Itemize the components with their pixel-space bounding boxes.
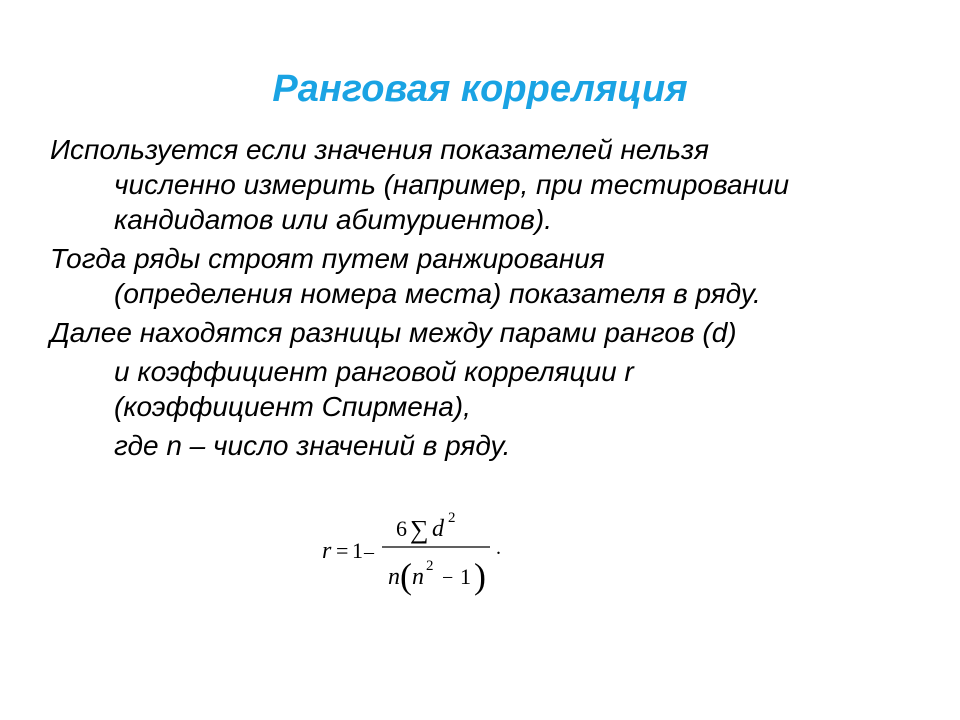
spearman-formula	[318, 498, 518, 608]
paren-open: (	[400, 556, 412, 596]
formula-denominator-one: 1	[460, 564, 471, 589]
formula-d-exp: 2	[448, 510, 456, 526]
text-line: Используется если значения показателей нельзя	[50, 134, 709, 165]
formula-svg	[318, 498, 518, 608]
paragraph-usage	[50, 132, 930, 237]
text-line: кандидатов или абитуриентов).	[114, 204, 553, 235]
sum-symbol: ∑	[410, 515, 429, 544]
formula-lhs: r	[322, 538, 332, 564]
formula-one: 1	[352, 538, 363, 563]
paren-close: )	[474, 556, 486, 596]
paragraph-differences	[50, 315, 930, 350]
formula-minus: –	[364, 541, 374, 563]
text-line: (определения номера места) показателя в ряду.	[114, 278, 761, 309]
text-line: и коэффициент ранговой корреляции r	[114, 356, 634, 387]
text-line: (коэффициент Спирмена),	[114, 391, 471, 422]
slide-body	[50, 132, 930, 467]
formula-period: .	[496, 537, 501, 559]
text-line: Далее находятся разницы между парами рангов (d)	[50, 317, 737, 348]
formula-equals: =	[336, 538, 349, 563]
formula-d: d	[432, 516, 444, 542]
paragraph-coefficient	[50, 354, 930, 424]
text-line: где n – число значений в ряду.	[114, 430, 511, 461]
formula-inner-n: n	[412, 564, 424, 590]
slide-title: Ранговая корреляция	[272, 68, 688, 110]
text-line: Тогда ряды строят путем ранжирования	[50, 243, 605, 274]
paragraph-ranking	[50, 241, 930, 311]
text-line: численно измерить (например, при тестировании	[114, 169, 790, 200]
formula-coef: 6	[396, 516, 407, 541]
paragraph-n-definition	[50, 428, 930, 463]
formula-n: n	[388, 564, 400, 590]
formula-n-exp: 2	[426, 558, 434, 574]
formula-denominator-minus: −	[442, 567, 454, 589]
